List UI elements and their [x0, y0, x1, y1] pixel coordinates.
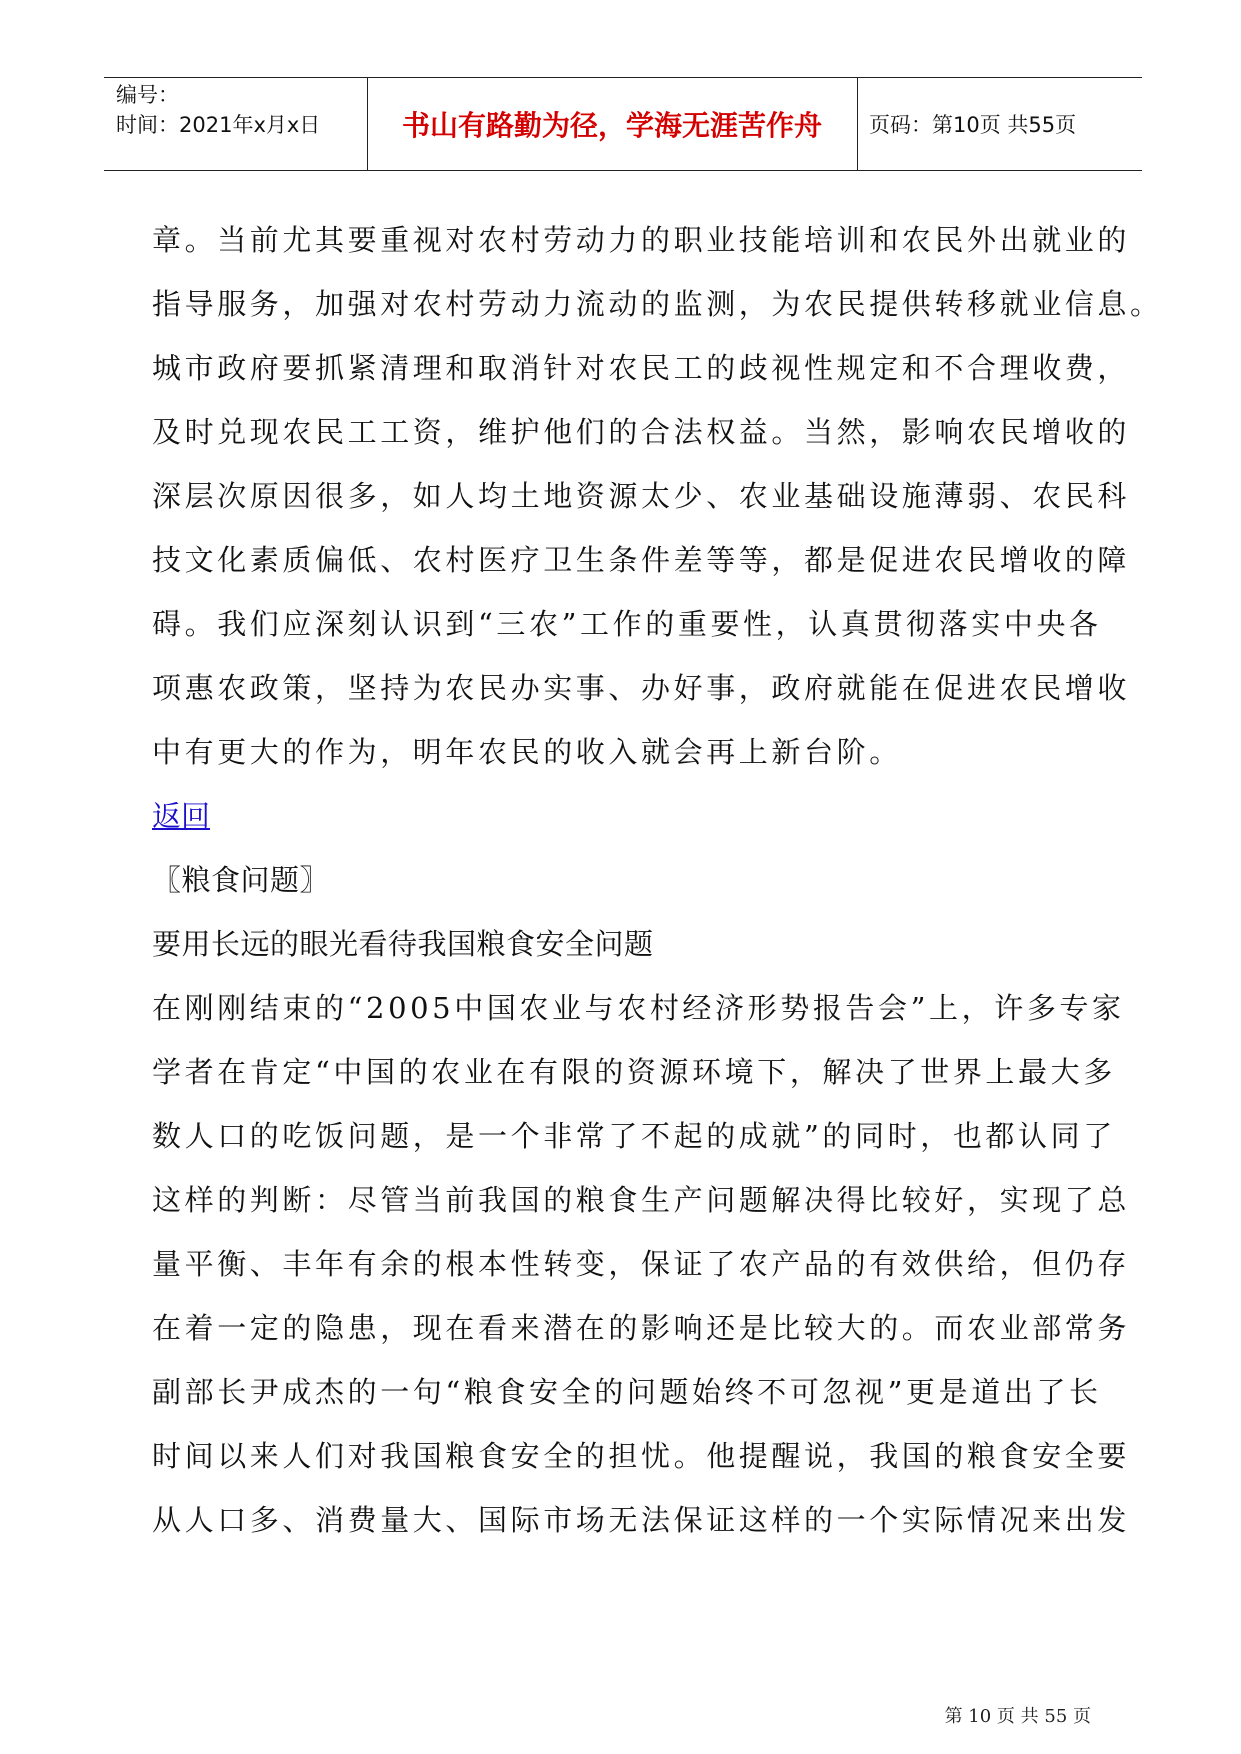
document-header [104, 77, 1142, 171]
back-link[interactable]: 返回 [152, 799, 211, 833]
document-time-label: 时间：2021年x月x日 [116, 113, 321, 137]
text-line: 在着一定的隐患，现在看来潜在的影响还是比较大的。而农业部常务 [152, 1311, 1131, 1345]
text-line: 时间以来人们对我国粮食安全的担忧。他提醒说，我国的粮食安全要 [152, 1439, 1131, 1473]
paragraph-2 [152, 976, 1131, 1552]
header-motto: 书山有路勤为径，学海无涯苦作舟 [401, 109, 822, 142]
text-line: 章。当前尤其要重视对农村劳动力的职业技能培训和农民外出就业的 [152, 223, 1131, 257]
text-line: 从人口多、消费量大、国际市场无法保证这样的一个实际情况来出发 [152, 1503, 1131, 1537]
text-line: 城市政府要抓紧清理和取消针对农民工的歧视性规定和不合理收费， [152, 351, 1131, 385]
header-page-code: 页码：第10页 共55页 [869, 113, 1077, 137]
header-meta [116, 80, 361, 140]
text-line: 副部长尹成杰的一句“粮食安全的问题始终不可忽视”更是道出了长 [152, 1375, 1102, 1409]
text-line: 这样的判断：尽管当前我国的粮食生产问题解决得比较好，实现了总 [152, 1183, 1131, 1217]
text-line: 学者在肯定“中国的农业在有限的资源环境下，解决了世界上最大多 [152, 1055, 1116, 1089]
text-line: 碍。我们应深刻认识到“三农”工作的重要性，认真贯彻落实中央各 [152, 607, 1102, 641]
document-body [152, 208, 1163, 1552]
text-line: 在刚刚结束的“2005中国农业与农村经济形势报告会”上，许多专家 [152, 991, 1125, 1025]
text-line: 量平衡、丰年有余的根本性转变，保证了农产品的有效供给，但仍存 [152, 1247, 1131, 1281]
text-line: 数人口的吃饭问题，是一个非常了不起的成就”的同时，也都认同了 [152, 1119, 1116, 1153]
section-tag: 〖粮食问题〗 [152, 863, 330, 897]
text-line: 中有更大的作为，明年农民的收入就会再上新台阶。 [152, 735, 902, 769]
page-footer: 第 10 页 共 55 页 [944, 1706, 1091, 1727]
text-line: 指导服务，加强对农村劳动力流动的监测，为农民提供转移就业信息。 [152, 287, 1163, 321]
text-line: 技文化素质偏低、农村医疗卫生条件差等等，都是促进农民增收的障 [152, 543, 1131, 577]
text-line: 项惠农政策，坚持为农民办实事、办好事，政府就能在促进农民增收 [152, 671, 1131, 705]
text-line: 及时兑现农民工工资，维护他们的合法权益。当然，影响农民增收的 [152, 415, 1131, 449]
back-link-row [152, 784, 1112, 848]
paragraph-1 [152, 208, 1163, 784]
text-line: 深层次原因很多，如人均土地资源太少、农业基础设施薄弱、农民科 [152, 479, 1131, 513]
document-number-label: 编号： [116, 83, 179, 107]
header-divider [857, 78, 858, 170]
article-title: 要用长远的眼光看待我国粮食安全问题 [152, 927, 654, 961]
